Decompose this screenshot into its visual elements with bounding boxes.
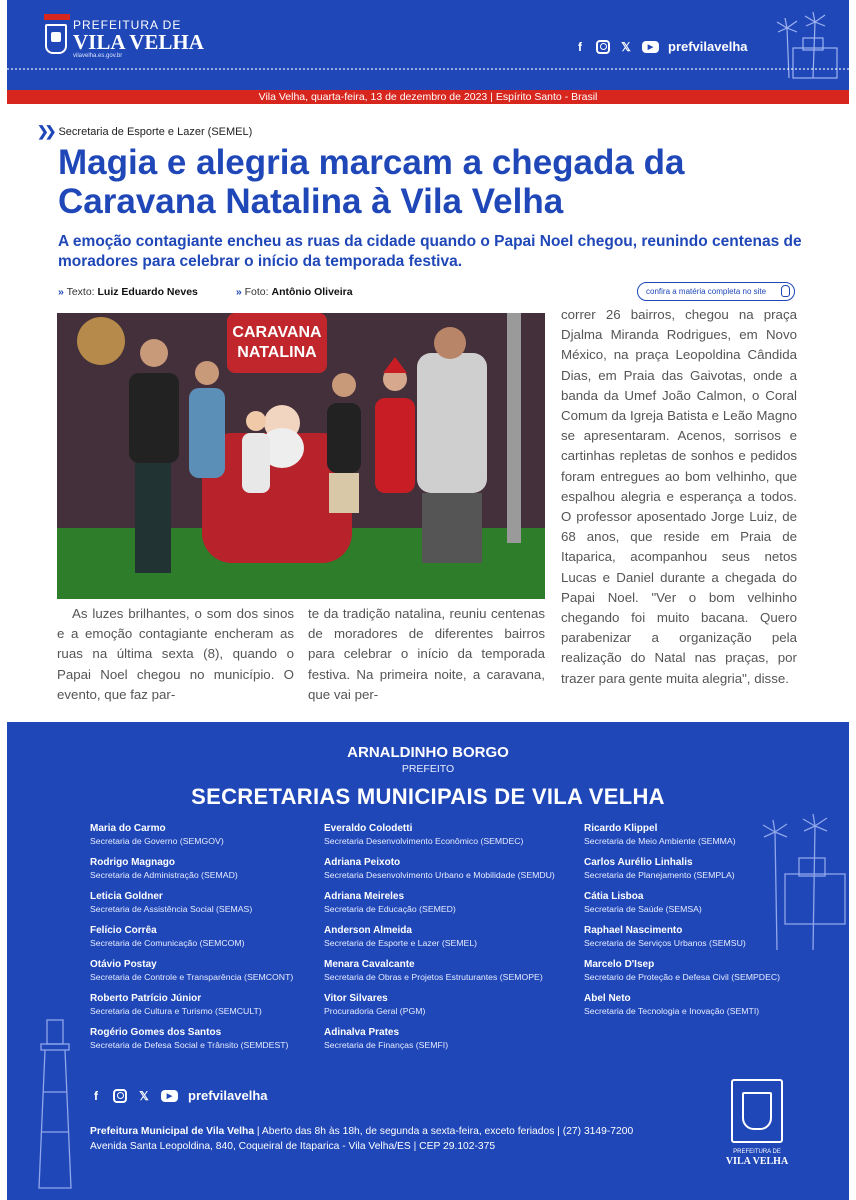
seal-small-text: PREFEITURA DE: [733, 1149, 781, 1155]
facebook-icon[interactable]: f: [94, 1088, 98, 1103]
article-lead: A emoção contagiante encheu as ruas da cidade quando o Papai Noel chegou, reunindo centenas de moradores para celebrar o início da temporada festiva.: [58, 233, 802, 270]
secretary-name: Carlos Aurélio Linhalis: [584, 857, 693, 868]
secretariat-entry: [584, 958, 780, 983]
secretary-name: Roberto Patrício Júnior: [90, 993, 202, 1004]
secretary-name: Menara Cavalcante: [324, 959, 415, 970]
secretariat-role: Secretaria de Saúde (SEMSA): [584, 904, 702, 914]
secretariat-role: Secretaria de Planejamento (SEMPLA): [584, 870, 735, 880]
secretariat-entry: [90, 1026, 293, 1051]
secretariat-role: Secretaria de Controle e Transparência (SEMCONT): [90, 972, 294, 982]
secretary-name: Everaldo Colodetti: [324, 823, 413, 834]
article-column-2: te da tradição natalina, reuniu centenas de moradores de diferentes bairros para celebrar o início da temporada festiva. Na primeira noite, a caravana, que vai per-: [308, 606, 545, 702]
secretariat-entry: [324, 856, 555, 881]
secretary-name: Marcelo D'Isep: [584, 959, 655, 970]
logo-small-text: PREFEITURA DE: [73, 18, 182, 32]
youtube-icon[interactable]: ▶: [642, 41, 659, 53]
mayor-role: PREFEITO: [401, 763, 455, 775]
secretary-name: Felício Corrêa: [90, 925, 157, 936]
footer-hours: | Aberto das 8h às 18h, de segunda a sexta-feira, exceto feriados | (27) 3149-7200: [254, 1126, 634, 1137]
read-more-label: confira a matéria completa no site: [646, 287, 767, 296]
secretariat-entry: [324, 958, 555, 983]
pointer-hand-icon: [781, 285, 790, 297]
section-name: Secretaria de Esporte e Lazer (SEMEL): [58, 125, 253, 138]
secretariat-role: Secretaria de Educação (SEMED): [324, 904, 456, 914]
footer-contact: [90, 1124, 633, 1154]
secretariat-entry: [584, 992, 780, 1017]
text-author: Luiz Eduardo Neves: [97, 286, 198, 298]
secretary-name: Anderson Almeida: [324, 925, 412, 936]
text-credit: » Texto: Luiz Eduardo Neves: [58, 286, 198, 298]
secretariat-entry: [324, 1026, 555, 1051]
secretary-name: Maria do Carmo: [90, 823, 166, 834]
article-credits: [58, 286, 353, 298]
secretary-name: Adriana Peixoto: [324, 857, 401, 868]
photo-credit: » Foto: Antônio Oliveira: [235, 286, 353, 298]
header-social: [573, 39, 748, 54]
secretariat-role: Secretaria de Finanças (SEMFI): [324, 1040, 449, 1050]
secretariat-role: Procuradoria Geral (PGM): [324, 1006, 426, 1016]
city-seal-icon: [731, 1079, 783, 1143]
secretariat-role: Secretaria Desenvolvimento Econômico (SEMDEC): [324, 836, 524, 846]
secretary-name: Adriana Meireles: [324, 891, 405, 902]
facebook-icon[interactable]: f: [578, 39, 582, 54]
social-handle[interactable]: prefvilavelha: [668, 39, 748, 54]
secretariat-entry: [90, 958, 293, 983]
dotted-divider: [7, 68, 849, 70]
lighthouse-icon: [25, 1012, 85, 1192]
secretary-name: Raphael Nascimento: [584, 925, 683, 936]
secretary-name: Abel Neto: [584, 993, 631, 1004]
mayor-name: ARNALDINHO BORGO: [347, 744, 509, 761]
photo-scene: [57, 313, 545, 599]
newsletter-page: [7, 0, 849, 1200]
secretariat-role: Secretario de Proteção e Defesa Civil (SEMPDEC): [584, 972, 781, 982]
logo-big-text: VILA VELHA: [73, 30, 204, 54]
footer-social: [89, 1088, 268, 1103]
article-column-1: As luzes brilhantes, o som dos sinos e a emoção contagiante encheram as ruas na última sexta (8), quando o Papai Noel chegou no município. O evento, que faz par-: [57, 606, 294, 702]
instagram-icon[interactable]: [596, 40, 610, 54]
secretariat-entry: [90, 924, 293, 949]
secretary-name: Ricardo Klippel: [584, 823, 658, 834]
secretariat-entry: [90, 992, 293, 1017]
article-title: Magia e alegria marcam a chegada da Caravana Natalina à Vila Velha: [58, 143, 685, 221]
secretariat-role: Secretaria de Tecnologia e Inovação (SEMTI): [584, 1006, 760, 1016]
government-panel: [7, 722, 849, 1200]
crest-icon: [45, 24, 67, 54]
secretariat-entry: [324, 992, 555, 1017]
palm-tree-icon: [755, 814, 849, 954]
secretariat-entry: [90, 856, 293, 881]
photo-author: Antônio Oliveira: [271, 286, 353, 298]
dateline-bar: Vila Velha, quarta-feira, 13 de dezembro de 2023 | Espírito Santo - Brasil: [7, 90, 849, 104]
secretariats-column-3: [584, 822, 780, 1026]
footer-social-handle[interactable]: prefvilavelha: [188, 1088, 268, 1103]
secretary-name: Vitor Silvares: [324, 993, 388, 1004]
secretary-name: Adinalva Prates: [324, 1027, 400, 1038]
secretariat-role: Secretaria de Esporte e Lazer (SEMEL): [324, 938, 478, 948]
read-more-link[interactable]: [637, 282, 795, 301]
instagram-icon[interactable]: [113, 1089, 127, 1103]
secretariat-entry: [90, 822, 293, 847]
secretariat-entry: [324, 890, 555, 915]
secretariats-title: SECRETARIAS MUNICIPAIS DE VILA VELHA: [191, 784, 665, 809]
footer-address: Avenida Santa Leopoldina, 840, Coqueiral de Itaparica - Vila Velha/ES | CEP 29.102-375: [90, 1141, 496, 1152]
secretariat-entry: [90, 890, 293, 915]
secretariat-entry: [324, 924, 555, 949]
secretariats-column-1: [90, 822, 293, 1060]
secretariat-entry: [324, 822, 555, 847]
secretariat-entry: [584, 822, 780, 847]
x-icon[interactable]: 𝕏: [139, 1088, 149, 1103]
photo-banner-line2: NATALINA: [237, 344, 317, 361]
secretariat-role: Secretaria de Assistência Social (SEMAS): [90, 904, 253, 914]
secretariat-role: Secretaria Desenvolvimento Urbano e Mobilidade (SEMDU): [324, 870, 555, 880]
secretariat-role: Secretaria de Meio Ambiente (SEMMA): [584, 836, 736, 846]
city-logo[interactable]: [45, 18, 204, 59]
article-column-3: correr 26 bairros, chegou na praça Djalma Miranda Rodrigues, em Novo México, na praça Leopoldina Cândida Dias, em Praia das Gaivotas, onde a banda da Umef João Calmon, o Coral Comum da Igreja Batista e Leão Magno se apresentaram. Acenos, sorrisos e cartinhas repletas de sonhos e pedidos foram entregues ao bom velhinho, que espalhou alegria e esperança a todos. O professor aposentado Jorge Luiz, de 68 anos, que reside em Praia de Itaparica, acompanhou seus netos Lucas e Daniel durante a chegada do Papai Noel. "Ver o bom velhinho chegando foi muito bacana. Quero parabenizar a organização pela realização do Natal nas praças, por trazer para gente muita alegria", disse.: [561, 307, 797, 686]
youtube-icon[interactable]: ▶: [161, 1090, 178, 1102]
secretary-name: Rodrigo Magnago: [90, 857, 175, 868]
secretariat-entry: [584, 924, 780, 949]
seal-big-text: VILA VELHA: [725, 1156, 789, 1167]
secretariat-entry: [584, 856, 780, 881]
section-label: [37, 123, 252, 140]
secretary-name: Leticia Goldner: [90, 891, 163, 902]
secretariat-role: Secretaria de Obras e Projetos Estruturantes (SEMOPE): [324, 972, 543, 982]
double-chevron-icon: ❯❯: [37, 123, 53, 139]
header-banner: [7, 0, 849, 92]
secretariat-role: Secretaria de Defesa Social e Trânsito (SEMDEST): [90, 1040, 289, 1050]
secretariat-role: Secretaria de Serviços Urbanos (SEMSU): [584, 938, 746, 948]
secretary-name: Otávio Postay: [90, 959, 157, 970]
logo-url[interactable]: vilavelha.es.gov.br: [73, 53, 123, 59]
photo-banner-line1: CARAVANA: [232, 324, 322, 341]
secretariat-role: Secretaria de Governo (SEMGOV): [90, 836, 224, 846]
x-icon[interactable]: 𝕏: [621, 39, 631, 54]
secretariat-role: Secretaria de Administração (SEMAD): [90, 870, 238, 880]
secretariats-column-2: [324, 822, 555, 1060]
footer-name: Prefeitura Municipal de Vila Velha: [90, 1126, 255, 1137]
secretariat-role: Secretaria de Cultura e Turismo (SEMCULT): [90, 1006, 262, 1016]
secretary-name: Rogério Gomes dos Santos: [90, 1027, 222, 1038]
secretary-name: Cátia Lisboa: [584, 891, 644, 902]
article-photo: [57, 313, 545, 599]
secretariat-role: Secretaria de Comunicação (SEMCOM): [90, 938, 245, 948]
secretariat-entry: [584, 890, 780, 915]
